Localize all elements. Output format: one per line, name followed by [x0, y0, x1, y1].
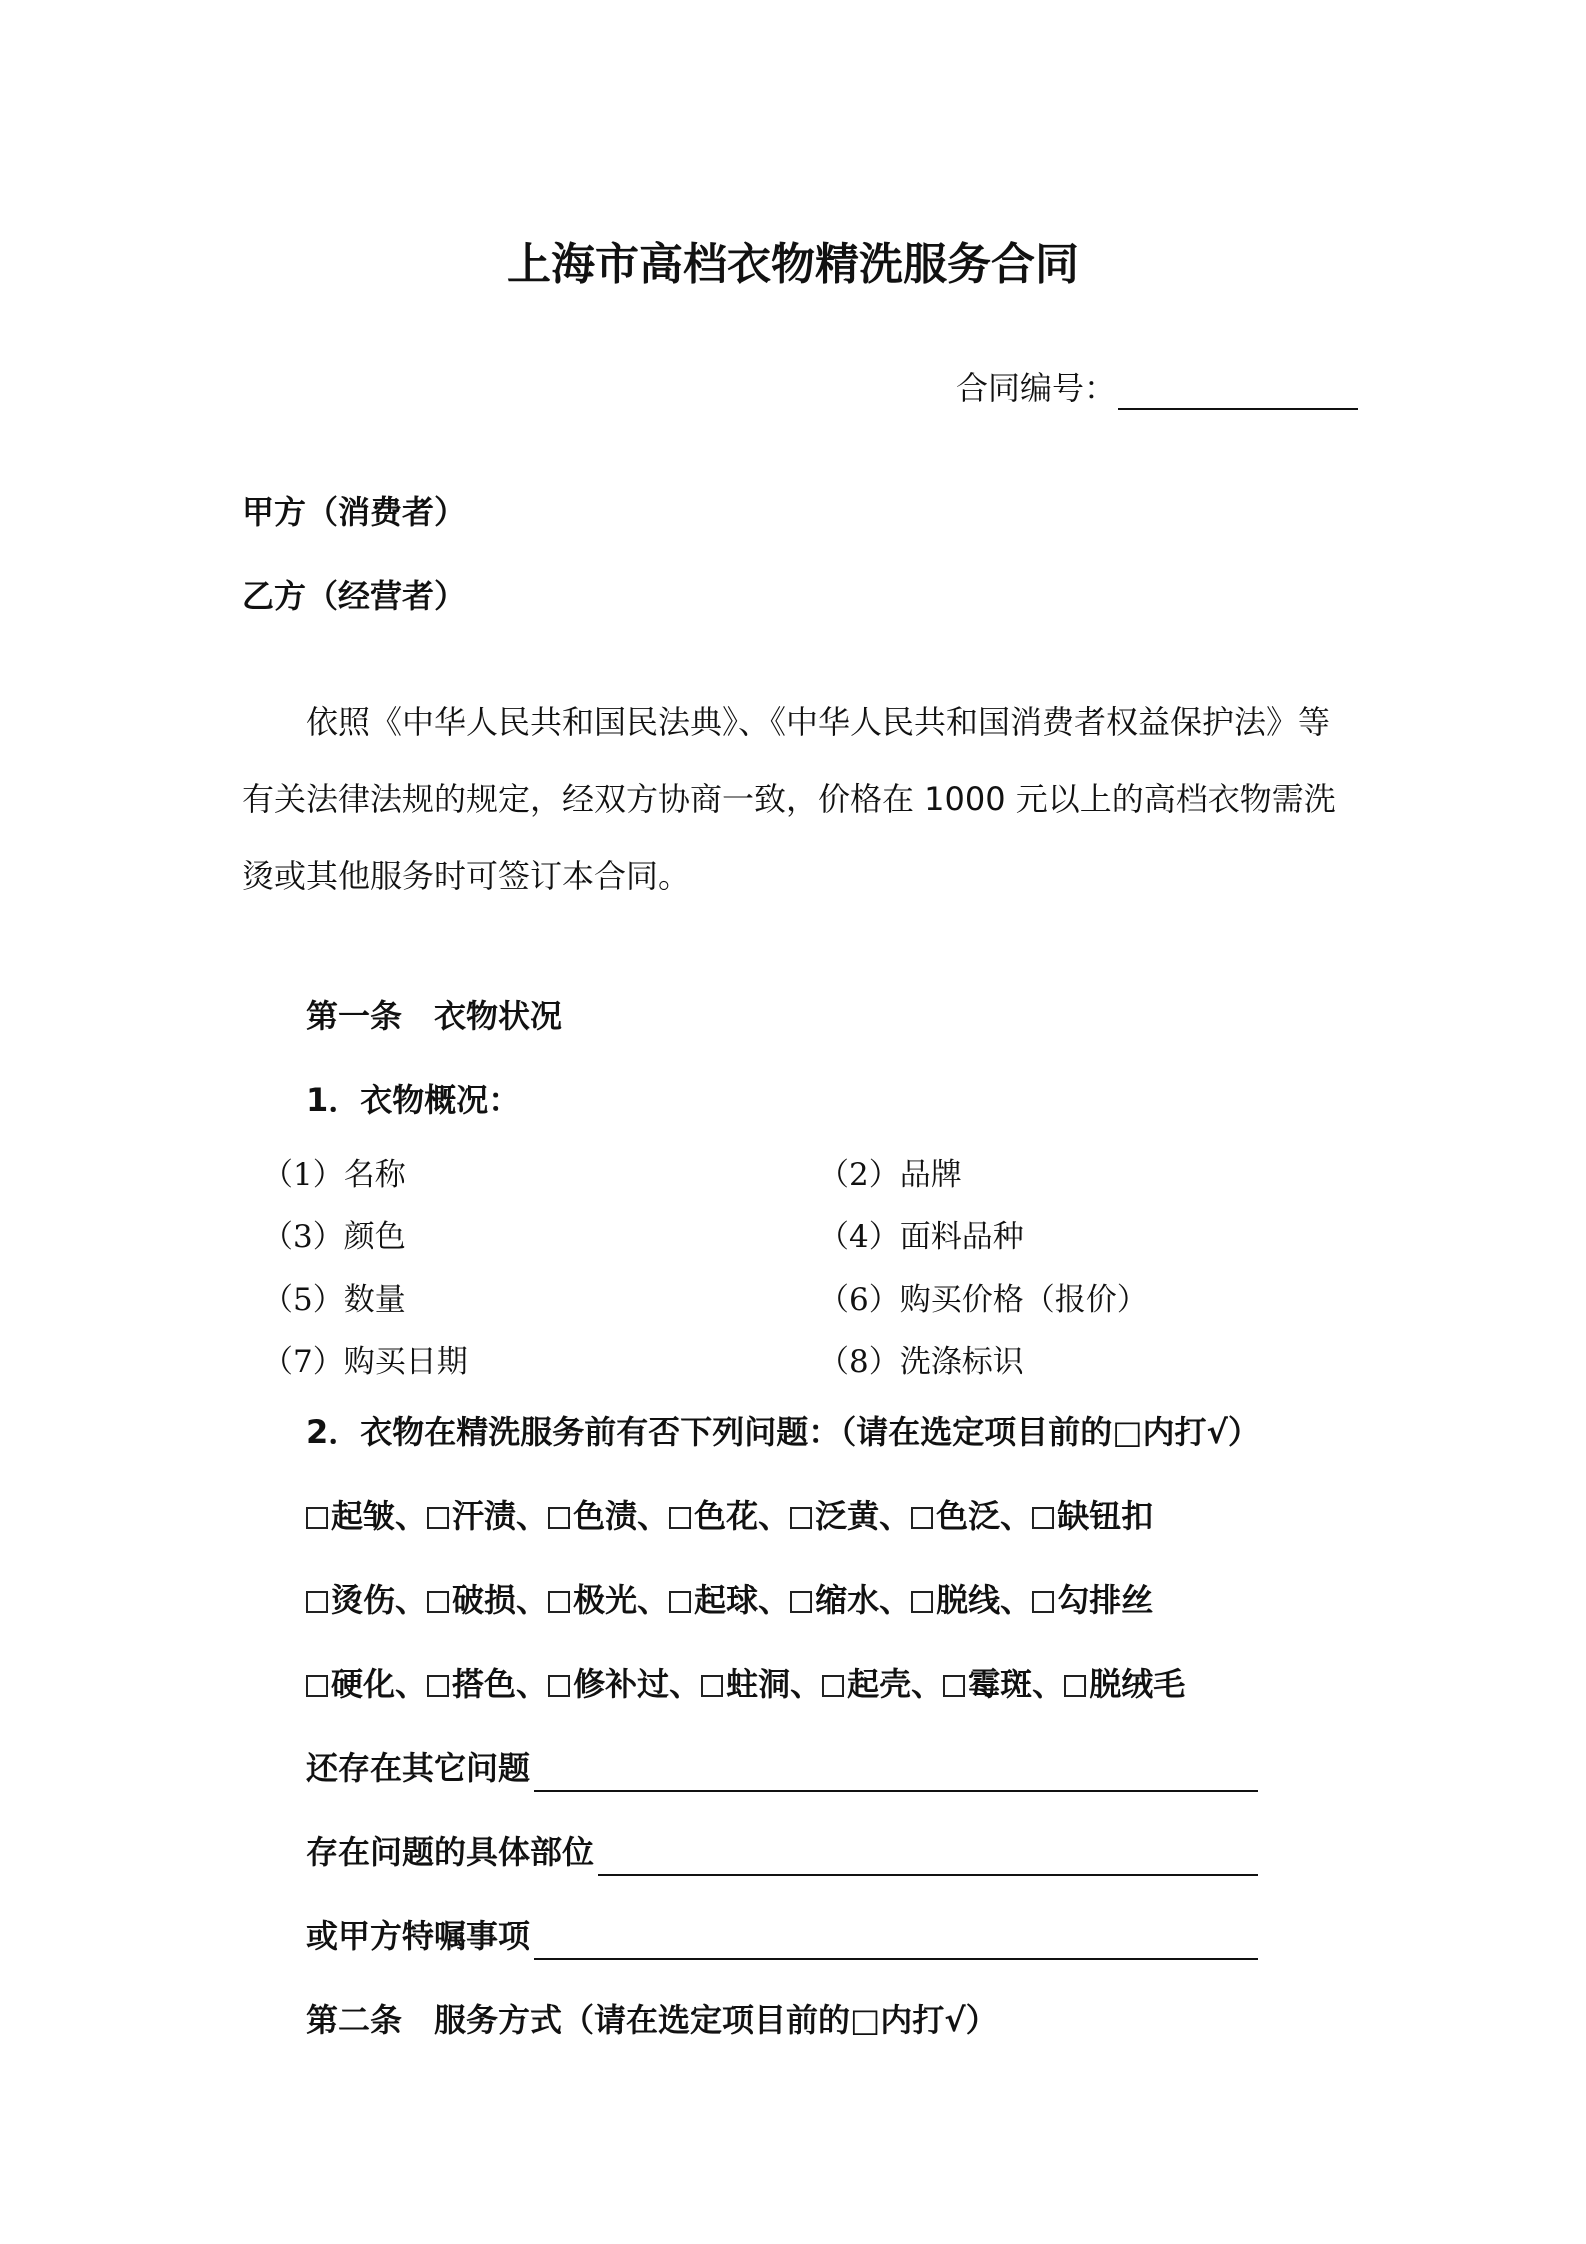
other-issue-label: 还存在其它问题: [306, 1749, 531, 1787]
other-issue-field[interactable]: [534, 1790, 1258, 1792]
contract-no-label: 合同编号：: [956, 369, 1117, 407]
checkbox[interactable]: [911, 1507, 933, 1529]
field-fabric: （4）面料品种: [818, 1219, 1024, 1255]
problems-row: 烫伤、 破损、 极光、 起球、 缩水、 脱线、 勾排丝: [306, 1584, 1153, 1616]
checkbox[interactable]: [1064, 1675, 1086, 1697]
intro-paragraph: 依照《中华人民共和国民法典》、《中华人民共和国消费者权益保护法》等有关法律法规的规定，经双方协商一致，价格在 1000 元以上的高档衣物需洗烫或其他服务时可签订本合同。: [242, 703, 1336, 895]
article-1-item-2: 2．衣物在精洗服务前有否下列问题：（请在选定项目前的□内打√）: [306, 1413, 1260, 1451]
problems-row: 硬化、 搭色、 修补过、 蛀洞、 起壳、 霉斑、 脱绒毛: [306, 1668, 1185, 1700]
checkbox[interactable]: [669, 1591, 691, 1613]
location-field[interactable]: [598, 1874, 1258, 1876]
document-title: 上海市高档衣物精洗服务合同: [507, 239, 1079, 290]
checkbox[interactable]: [943, 1675, 965, 1697]
party-a-label: 甲方（消费者）: [242, 493, 467, 531]
checkbox[interactable]: [911, 1591, 933, 1613]
field-wash-label: （8）洗涤标识: [818, 1344, 1024, 1380]
field-price: （6）购买价格（报价）: [818, 1282, 1148, 1318]
field-color: （3）颜色: [262, 1219, 406, 1255]
checkbox[interactable]: [427, 1507, 449, 1529]
checkbox[interactable]: [701, 1675, 723, 1697]
problems-row: 起皱、 汗渍、 色渍、 色花、 泛黄、 色泛、 缺钮扣: [306, 1500, 1153, 1532]
special-field[interactable]: [534, 1958, 1258, 1960]
checkbox[interactable]: [548, 1507, 570, 1529]
checkbox[interactable]: [548, 1675, 570, 1697]
article-1-item-1: 1．衣物概况：: [306, 1081, 521, 1119]
checkbox[interactable]: [790, 1591, 812, 1613]
checkbox[interactable]: [427, 1591, 449, 1613]
article-2-heading: 第二条 服务方式（请在选定项目前的□内打√）: [306, 2001, 998, 2039]
checkbox[interactable]: [306, 1675, 328, 1697]
field-quantity: （5）数量: [262, 1282, 406, 1318]
checkbox[interactable]: [1032, 1591, 1054, 1613]
checkbox[interactable]: [1032, 1507, 1054, 1529]
checkbox[interactable]: [306, 1507, 328, 1529]
checkbox[interactable]: [822, 1675, 844, 1697]
contract-no-field[interactable]: [1118, 408, 1358, 410]
special-label: 或甲方特嘱事项: [306, 1917, 531, 1955]
article-1-heading: 第一条 衣物状况: [306, 997, 563, 1035]
checkbox[interactable]: [548, 1591, 570, 1613]
field-purchase-date: （7）购买日期: [262, 1344, 468, 1380]
party-b-label: 乙方（经营者）: [242, 577, 467, 615]
location-label: 存在问题的具体部位: [306, 1833, 595, 1871]
field-name: （1）名称: [262, 1157, 406, 1193]
checkbox[interactable]: [790, 1507, 812, 1529]
checkbox[interactable]: [306, 1591, 328, 1613]
checkbox[interactable]: [427, 1675, 449, 1697]
field-brand: （2）品牌: [818, 1157, 962, 1193]
checkbox[interactable]: [669, 1507, 691, 1529]
